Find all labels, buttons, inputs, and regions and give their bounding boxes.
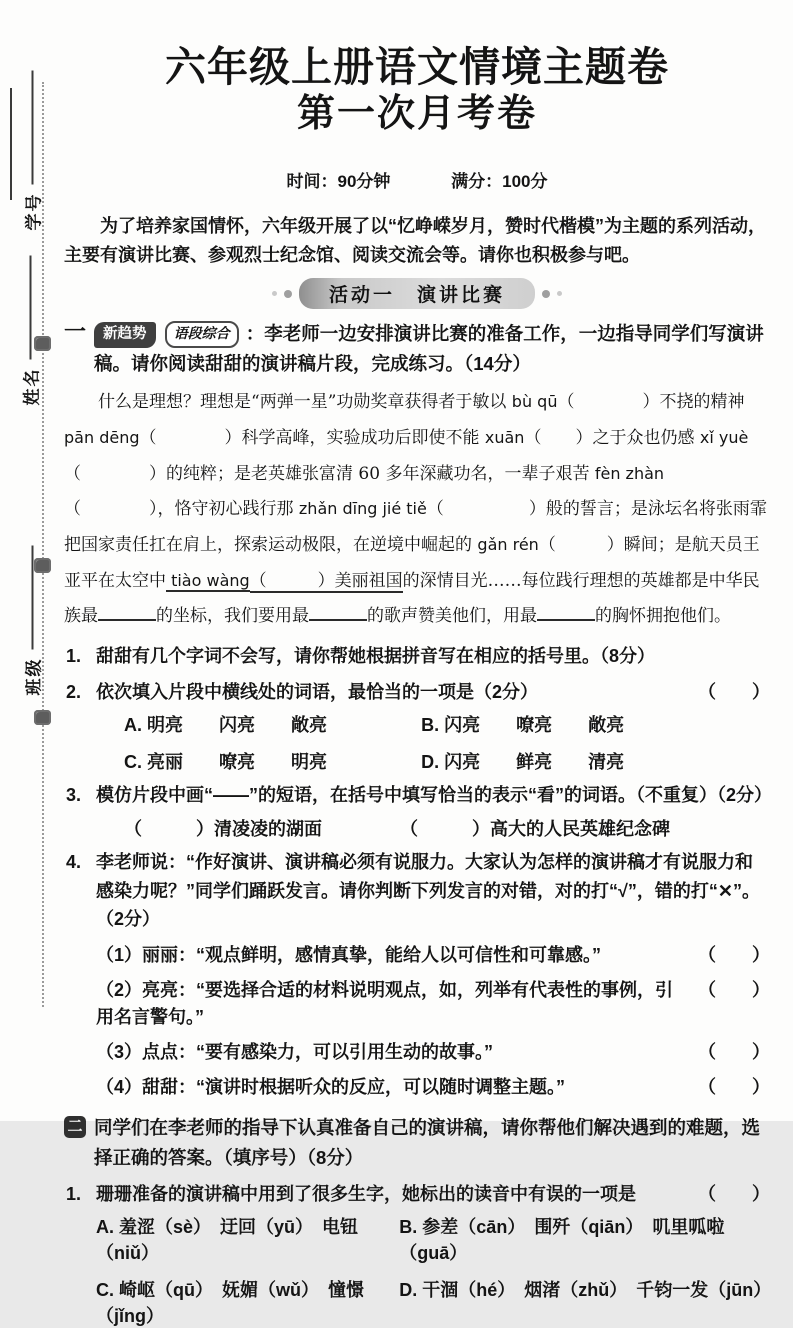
- section-one-marker: 一: [64, 319, 87, 345]
- passage-segment: 的深情目光……每位践行理想的英雄都是中华民族最: [64, 570, 760, 627]
- passage-segment: bù qū: [511, 392, 558, 412]
- passage-segment: zhǎn dīng jié tiě: [298, 499, 427, 519]
- passage-segment: 的坐标，我们要用最: [156, 606, 309, 627]
- question-text: 珊珊准备的演讲稿中用到了很多生字，她标出的读音中有误的一项是: [96, 1183, 636, 1204]
- passage-segment: （ ）瞬间；是航天员王亚平在太空中: [64, 535, 760, 591]
- option-c: C. 亮丽 嘹亮 明亮: [124, 752, 327, 773]
- exam-title: 六年级上册语文情境主题卷: [165, 44, 669, 90]
- option-d: D. 干涸（hé） 烟渚（zhǔ） 千钧一发（jūn）: [399, 1280, 772, 1301]
- option-b: B. 参差（cān） 围歼（qiān） 叽里呱啦（guā）: [399, 1217, 725, 1264]
- option-c: C. 崎岖（qū） 妩媚（wǔ） 憧憬（jǐng）: [96, 1280, 364, 1327]
- answer-blank-paren: （ ）: [698, 1183, 770, 1204]
- answer-blank-paren: （ ）: [698, 1041, 770, 1062]
- seal-stamp-icon: [34, 710, 51, 725]
- section-one-lead: [64, 319, 770, 379]
- question-text: 李老师说：“作好演讲、演讲稿必须有说服力。大家认为怎样的演讲稿才有说服力和感染力呢？”同学们踊跃发言。请你判断下列发言的对错，对的打“√”，错的打“✕”。（2分）: [96, 852, 760, 930]
- student-id-label: 学号: [24, 192, 44, 231]
- banner-dot-icon: [557, 291, 562, 296]
- true-false-item-2: [64, 977, 770, 1031]
- class-field: [20, 546, 45, 696]
- passage-segment: （ ）般的誓言；是泳坛名将张雨霏把国家责任扛在肩上，探索运动极限，在逆境中崛起的: [64, 499, 767, 556]
- question-2: [64, 678, 770, 706]
- reading-passage: [64, 385, 770, 635]
- class-label: 班级: [24, 657, 44, 696]
- intro-paragraph: 为了培养家国情怀，六年级开展了以“忆峥嵘岁月，赞时代楷模”为主题的系列活动，主要有演讲比赛、参观烈士纪念馆、阅读交流会等。请你也积极参与吧。: [64, 215, 766, 265]
- exam-content: [64, 0, 773, 1328]
- passage-segment: （ ）之于众也仍感: [524, 428, 700, 449]
- answer-blank-paren: （ ）: [698, 979, 770, 1000]
- fill-blank-item: （ ）高大的人民英雄纪念碑: [400, 819, 670, 840]
- time-limit: 时间：90分钟: [286, 171, 391, 191]
- statement-text: （1）丽丽：“观点鲜明，感情真挚，能给人以可信性和可靠感。”: [96, 944, 602, 965]
- exam-subtitle: 第一次月考卷: [296, 93, 537, 136]
- passage-segment: tiào wàng: [166, 570, 250, 590]
- passage-segment: （ ）科学高峰，实验成功后即使不能: [139, 428, 485, 449]
- banner-dot-icon: [284, 290, 292, 298]
- question-1: [64, 642, 770, 670]
- name-label: 姓名: [22, 367, 42, 406]
- passage-segment: [98, 602, 156, 621]
- student-id-blank-line: [31, 71, 33, 185]
- passage-segment: 的胸怀拥抱他们。: [595, 606, 731, 627]
- question-number: 4.: [66, 852, 82, 873]
- passage-segment: （ ）的纯粹；是老英雄张富清 60 多年深藏功名，一辈子艰苦: [64, 463, 595, 484]
- activity-banner: [64, 278, 770, 309]
- answer-blank-paren: （ ）: [698, 1076, 770, 1097]
- passage-segment: （ ）美丽祖国: [249, 570, 403, 591]
- question-2-options: [64, 711, 770, 774]
- passage-segment: （ ），恪守初心践行那: [64, 499, 299, 520]
- section-two-marker: 二: [64, 1116, 86, 1138]
- option-a: A. 明亮 闪亮 敞亮: [124, 715, 327, 736]
- new-trend-badge: 新趋势: [94, 322, 156, 347]
- section-two-question-1-options: [64, 1213, 770, 1328]
- true-false-item-4: [64, 1074, 770, 1101]
- fold-mark-line: [10, 88, 12, 200]
- passage-segment: fèn zhàn: [594, 463, 665, 483]
- section-two-question-1: [64, 1180, 770, 1208]
- question-text: 模仿片段中画“——”的短语，在括号中填写恰当的表示“看”的词语。（不重复）（2分）: [96, 785, 773, 806]
- option-a: A. 羞涩（sè） 迂回（yū） 电钮（niǔ）: [96, 1217, 359, 1264]
- statement-text: （2）亮亮：“要选择合适的材料说明观点，如，列举有代表性的事例，引用名言警句。”: [96, 979, 674, 1027]
- option-d: D. 闪亮 鲜亮 清亮: [421, 752, 625, 773]
- passage-segment: gǎn rén: [477, 535, 539, 555]
- passage-segment: [537, 602, 595, 621]
- class-blank-line: [31, 546, 33, 650]
- banner-dot-icon: [542, 290, 550, 298]
- section-two-lead: [64, 1113, 770, 1173]
- question-3-items: [64, 815, 770, 841]
- answer-blank-paren: （ ）: [698, 681, 770, 702]
- question-4: [64, 848, 770, 933]
- question-number: 1.: [66, 1183, 82, 1204]
- section-two-lead-text: 同学们在李老师的指导下认真准备自己的演讲稿，请你帮他们解决遇到的难题，选择正确的答案。（填序号）（8分）: [94, 1116, 761, 1168]
- name-field: [18, 256, 43, 406]
- true-false-item-1: [64, 942, 770, 969]
- question-3: [64, 781, 773, 809]
- name-blank-line: [29, 256, 31, 360]
- activity-banner-label: 活动一 演讲比赛: [299, 278, 535, 309]
- passage-segment: 的歌声赞美他们，用最: [367, 606, 537, 627]
- passage-segment: pān dēng: [64, 428, 140, 448]
- question-text: 依次填入片段中横线处的词语，最恰当的一项是（2分）: [96, 681, 539, 702]
- passage-segment: [309, 602, 367, 621]
- banner-dot-icon: [272, 291, 277, 296]
- question-number: 3.: [66, 785, 82, 806]
- question-number: 1.: [66, 646, 82, 667]
- section-one-lead-text: ：李老师一边安排演讲比赛的准备工作，一边指导同学们写演讲稿。请你阅读甜甜的演讲稿片段，完成练习。（14分）: [94, 323, 764, 375]
- passage-type-badge: 语段综合: [165, 321, 239, 348]
- answer-blank-paren: （ ）: [698, 944, 770, 965]
- question-number: 2.: [66, 681, 82, 702]
- question-text: 甜甜有几个字词不会写，请你帮她根据拼音写在相应的括号里。（8分）: [96, 646, 656, 667]
- exam-meta: [64, 167, 770, 192]
- full-score: 满分：100分: [451, 171, 548, 191]
- student-id-field: [20, 71, 45, 231]
- option-b: B. 闪亮 嘹亮 敞亮: [421, 715, 625, 736]
- fill-blank-item: （ ）清凌凌的湖面: [124, 819, 322, 840]
- true-false-item-3: [64, 1039, 770, 1066]
- passage-segment: （ ）不挠的精神: [557, 392, 745, 413]
- passage-segment: 什么是理想？理想是“两弹一星”功勋奖章获得者于敏以: [98, 392, 512, 413]
- statement-text: （3）点点：“要有感染力，可以引用生动的故事。”: [96, 1041, 494, 1062]
- statement-text: （4）甜甜：“演讲时根据听众的反应，可以随时调整主题。”: [96, 1076, 566, 1097]
- passage-segment: xǐ yuè: [699, 428, 749, 448]
- passage-segment: xuān: [484, 428, 525, 448]
